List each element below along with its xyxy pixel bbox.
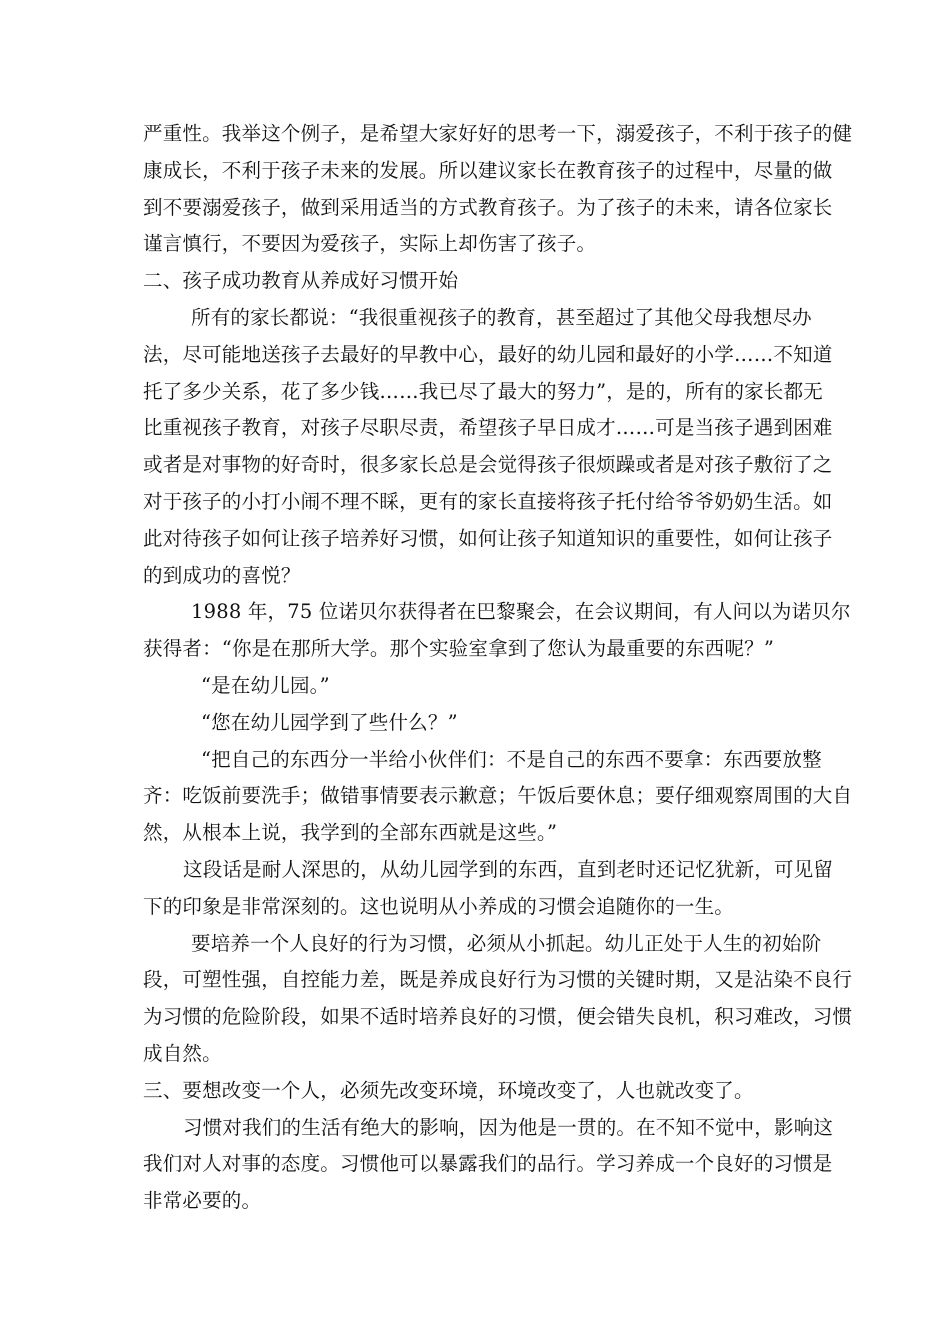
paragraph-line: 比重视孩子教育，对孩子尽职尽责，希望孩子早日成才……可是当孩子遇到困难 <box>143 416 833 440</box>
paragraph-line: 段，可塑性强，自控能力差，既是养成良好行为习惯的关键时期，又是沾染不良行 <box>143 968 853 992</box>
paragraph-line: 托了多少关系，花了多少钱……我已尽了最大的努力”，是的，所有的家长都无 <box>143 379 823 403</box>
paragraph-line: 1988 年，75 位诺贝尔获得者在巴黎聚会，在会议期间，有人问以为诺贝尔 <box>191 600 851 624</box>
quote-line: “是在幼儿园。” <box>201 673 330 697</box>
paragraph-line: 然，从根本上说，我学到的全部东西就是这些。” <box>143 821 558 845</box>
paragraph-line: 非常必要的。 <box>143 1189 262 1213</box>
paragraph-line: 下的印象是非常深刻的。这也说明从小养成的习惯会追随你的一生。 <box>143 894 735 918</box>
paragraph-line: 所有的家长都说：“我很重视孩子的教育，甚至超过了其他父母我想尽办 <box>191 305 812 329</box>
paragraph-line: 或者是对事物的好奇时，很多家长总是会觉得孩子很烦躁或者是对孩子敷衍了之 <box>143 453 833 477</box>
paragraph-line: 谨言慎行，不要因为爱孩子，实际上却伤害了孩子。 <box>143 232 597 256</box>
document-page <box>143 116 853 1220</box>
paragraph-line: 康成长，不利于孩子未来的发展。所以建议家长在教育孩子的过程中，尽量的做 <box>143 158 833 182</box>
quote-line: “把自己的东西分一半给小伙伴们：不是自己的东西不要拿：东西要放整 <box>201 747 822 771</box>
paragraph-line: 我们对人对事的态度。习惯他可以暴露我们的品行。学习养成一个良好的习惯是 <box>143 1152 833 1176</box>
paragraph-line: 获得者：“你是在那所大学。那个实验室拿到了您认为最重要的东西呢？” <box>143 637 775 661</box>
paragraph-line: 到不要溺爱孩子，做到采用适当的方式教育孩子。为了孩子的未来，请各位家长 <box>143 195 833 219</box>
paragraph-line: 成自然。 <box>143 1041 222 1065</box>
paragraph-line: 此对待孩子如何让孩子培养好习惯，如何让孩子知道知识的重要性，如何让孩子 <box>143 526 833 550</box>
paragraph-line: 对于孩子的小打小闹不理不睬，更有的家长直接将孩子托付给爷爷奶奶生活。如 <box>143 489 833 513</box>
paragraph-line: 的到成功的喜悦？ <box>143 563 301 587</box>
quote-line: “您在幼儿园学到了些什么？” <box>201 710 458 734</box>
paragraph-line: 为习惯的危险阶段，如果不适时培养良好的习惯，便会错失良机，积习难改，习惯 <box>143 1005 853 1029</box>
paragraph-line: 严重性。我举这个例子，是希望大家好好的思考一下，溺爱孩子，不利于孩子的健 <box>143 122 853 145</box>
section-heading: 二、孩子成功教育从养成好习惯开始 <box>143 269 459 293</box>
paragraph-line: 齐：吃饭前要洗手；做错事情要表示歉意；午饭后要休息；要仔细观察周围的大自 <box>143 784 853 808</box>
paragraph-line: 要培养一个人良好的行为习惯，必须从小抓起。幼儿正处于人生的初始阶 <box>191 931 822 955</box>
paragraph-line: 习惯对我们的生活有绝大的影响，因为他是一贯的。在不知不觉中，影响这 <box>183 1115 834 1139</box>
paragraph-line: 这段话是耐人深思的，从幼儿园学到的东西，直到老时还记忆犹新，可见留 <box>183 857 834 881</box>
paragraph-line: 法，尽可能地送孩子去最好的早教中心，最好的幼儿园和最好的小学……不知道 <box>143 342 833 366</box>
section-heading: 三、要想改变一个人，必须先改变环境，环境改变了，人也就改变了。 <box>143 1078 754 1102</box>
